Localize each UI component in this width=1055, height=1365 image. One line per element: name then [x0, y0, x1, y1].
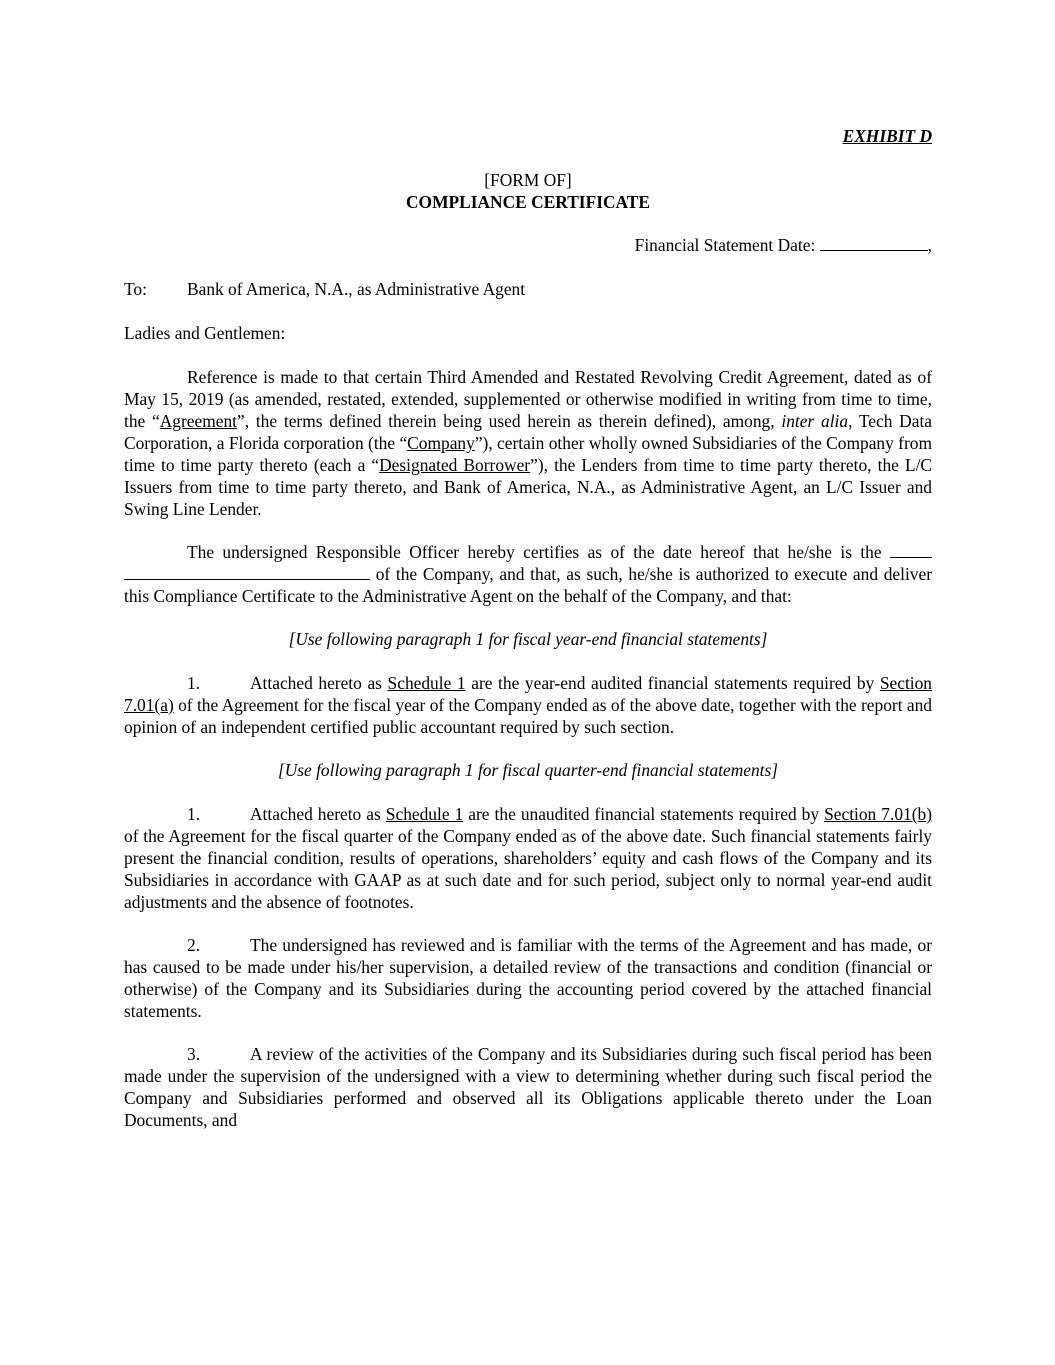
- financial-statement-date-line: [635, 234, 932, 256]
- salutation: Ladies and Gentlemen:: [124, 323, 286, 343]
- certification-text-1: The undersigned Responsible Officer hereby certifies as of the date hereof that he/she is the: [187, 542, 882, 562]
- instruction-quarter-end: [Use following paragraph 1 for fiscal quarter-end financial statements]: [277, 760, 779, 780]
- schedule-1-reference: Schedule 1: [387, 673, 466, 693]
- instruction-year-end: [Use following paragraph 1 for fiscal year-end financial statements]: [288, 629, 768, 649]
- intro-text-5: ”), the Lenders from time to time party thereto, the L/C Issuers from time to time party thereto, and Bank of America, N.A., as Administrative Agent, an L/C Issuer and Swing Line Lender.: [124, 455, 933, 519]
- para1-quarter-end-text-2: are the unaudited financial statements required by: [463, 804, 825, 824]
- paragraph-1-quarter-end: [124, 803, 932, 913]
- section-reference: Section 7.01(a): [124, 673, 932, 715]
- paragraph-number: 3.: [187, 1044, 201, 1064]
- paragraph-number: 1.: [187, 673, 201, 693]
- to-value: Bank of America, N.A., as Administrative Agent: [187, 279, 526, 299]
- schedule-1-reference: Schedule 1: [385, 804, 464, 824]
- defined-term-agreement: Agreement: [159, 411, 238, 431]
- paragraph-number: 2.: [187, 935, 201, 955]
- officer-title-blank-1[interactable]: [890, 542, 932, 558]
- form-of-heading: [FORM OF]: [484, 170, 572, 190]
- financial-statement-date-label: Financial Statement Date:: [634, 235, 816, 255]
- date-suffix: ,: [927, 235, 932, 255]
- intro-paragraph: [124, 366, 932, 520]
- paragraph-2: [124, 934, 932, 1022]
- para1-year-end-text-2: are the year-end audited financial statements required by: [465, 673, 880, 693]
- defined-term-company: Company: [407, 433, 475, 453]
- exhibit-label: EXHIBIT D: [842, 126, 932, 146]
- intro-text-1: Reference is made to that certain Third Amended and Restated Revolving Credit Agreement, dated as of May 15, 2019 (as amended, restated, extended, supplemented or otherwise modified in writing from time to time, the “: [124, 367, 932, 431]
- intro-text-2: ”, the terms defined therein being used herein as therein defined), among,: [237, 411, 782, 431]
- addressee-line: [124, 278, 525, 300]
- document-title: COMPLIANCE CERTIFICATE: [405, 192, 650, 212]
- defined-term-designated-borrower: Designated Borrower: [379, 455, 531, 475]
- certification-text-2: of the Company, and that, as such, he/she is authorized to execute and deliver this Compliance Certificate to the Administrative Agent on the behalf of the Company, and that:: [124, 564, 932, 606]
- paragraph-3: [124, 1043, 932, 1131]
- para1-quarter-end-text-3: of the Agreement for the fiscal quarter of the Company ended as of the above date. Such financial statements fairly present the financial condition, results of operations, shareholders’ equity and cash flows of the Company and its Subsidiaries in accordance with GAAP as at such date and for such period, subject only to normal year-end audit adjustments and the absence of footnotes.: [124, 826, 932, 912]
- paragraph-2-text: The undersigned has reviewed and is familiar with the terms of the Agreement and has made, or has caused to be made under his/her supervision, a detailed review of the transactions and condition (financial or otherwise) of the Company and its Subsidiaries during the accounting period covered by the attached financial statements.: [124, 935, 932, 1021]
- paragraph-number: 1.: [187, 804, 201, 824]
- paragraph-1-year-end: [124, 672, 932, 738]
- para1-year-end-text-3: of the Agreement for the fiscal year of the Company ended as of the above date, together with the report and opinion of an independent certified public accountant required by such section.: [124, 695, 932, 737]
- certification-paragraph: [124, 541, 932, 607]
- to-label: To:: [124, 279, 147, 299]
- para1-quarter-end-text-1: Attached hereto as: [250, 804, 386, 824]
- section-reference: Section 7.01(b): [824, 804, 932, 824]
- intro-text-4: ”), certain other wholly owned Subsidiaries of the Company from time to time party thereto (each a “: [124, 433, 932, 475]
- officer-title-blank-2[interactable]: [124, 564, 370, 580]
- intro-text-3: , Tech Data Corporation, a Florida corporation (the “: [124, 411, 933, 453]
- inter-alia: inter alia: [781, 411, 849, 431]
- paragraph-3-text: A review of the activities of the Company and its Subsidiaries during such fiscal period has been made under the supervision of the undersigned with a view to determining whether during such fiscal period the Company and Subsidiaries performed and observed all its Obligations applicable thereto under the Loan Documents, and: [124, 1044, 932, 1130]
- para1-year-end-text-1: Attached hereto as: [250, 673, 388, 693]
- financial-statement-date-blank[interactable]: [820, 235, 928, 251]
